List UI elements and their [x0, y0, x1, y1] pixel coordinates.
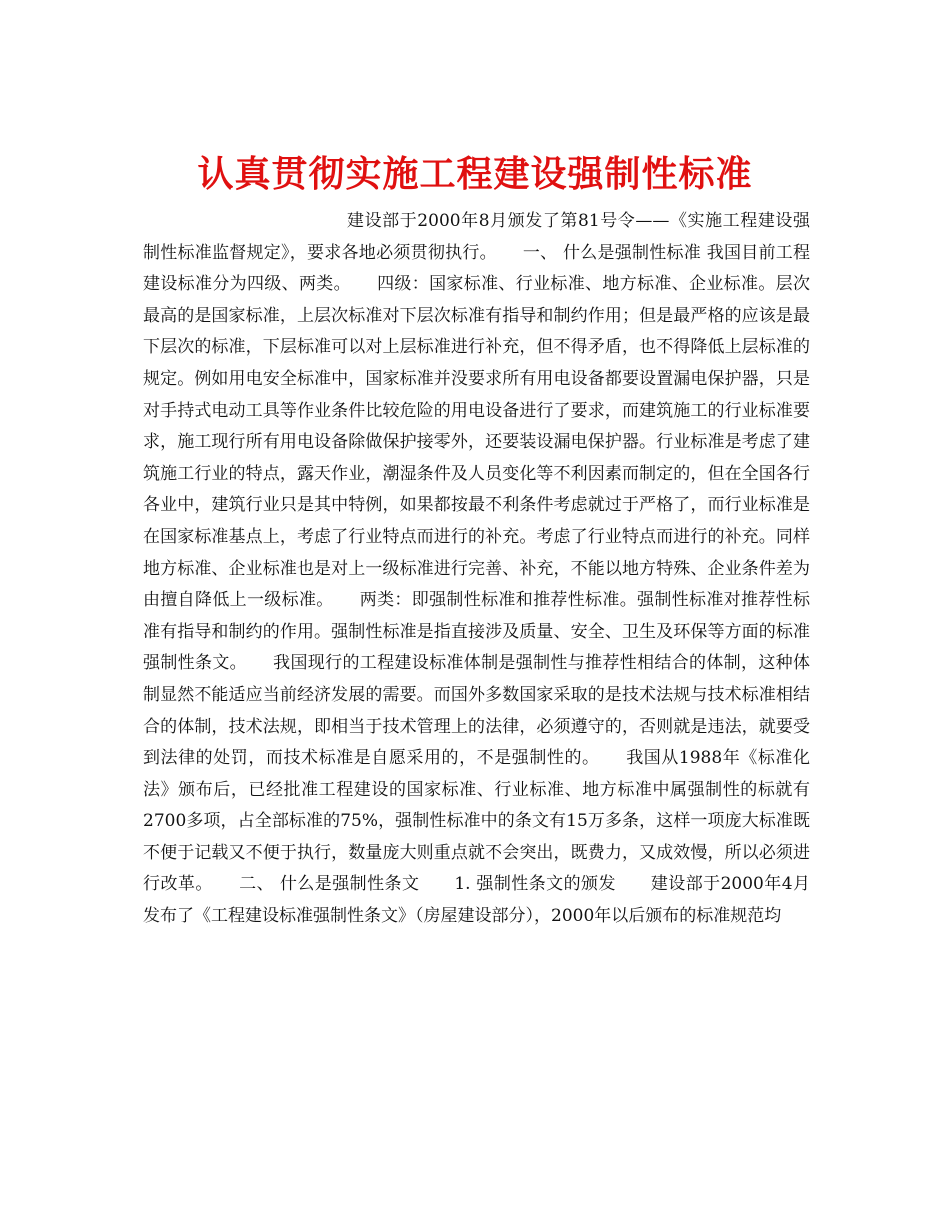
document-title: 认真贯彻实施工程建设强制性标准: [197, 153, 753, 196]
document-body-text: 建设部于2000年8月颁发了第81号令——《实施工程建设强制性标准监督规定》，要求各地必须贯彻执行。 一、 什么是强制性标准 我国目前工程建设标准分为四级、两类。 四级：国家标准、行业标准、地方标准、企业标准。层次最高的是国家标准，上层次标准对下层次标准有指导和制约作用；但是最严格的应该是最下层次的标准，下层标准可以对上层标准进行补充，但不得矛盾，也不得降低上层标准的规定。例如用电安全标准中，国家标准并没要求所有用电设备都要设置漏电保护器，只是对手持式电动工具等作业条件比较危险的用电设备进行了要求，而建筑施工的行业标准要求，施工现行所有用电设备除做保护接零外，还要装设漏电保护器。行业标准是考虑了建筑施工行业的特点，露天作业，潮湿条件及人员变化等不利因素而制定的，但在全国各行各业中，建筑行业只是其中特例，如果都按最不利条件考虑就过于严格了，而行业标准是在国家标准基点上，考虑了行业特点而进行的补充。考虑了行业特点而进行的补充。同样地方标准、企业标准也是对上一级标准进行完善、补充，不能以地方特殊、企业条件差为由擅自降低上一级标准。 两类：即强制性标准和推荐性标准。强制性标准对推荐性标准有指导和制约的作用。强制性标准是指直接涉及质量、安全、卫生及环保等方面的标准强制性条文。 我国现行的工程建设标准体制是强制性与推荐性相结合的体制，这种体制显然不能适应当前经济发展的需要。而国外多数国家采取的是技术法规与技术标准相结合的体制，技术法规，即相当于技术管理上的法律，必须遵守的，否则就是违法，就要受到法律的处罚，而技术标准是自愿采用的，不是强制性的。 我国从1988年《标准化法》颁布后，已经批准工程建设的国家标准、行业标准、地方标准中属强制性的标就有2700多项，占全部标准的75%，强制性标准中的条文有15万多条，这样一项庞大标准既不便于记载又不便于执行，数量庞大则重点就不会突出，既费力，又成效慢，所以必须进行改革。 二、 什么是强制性条文 1. 强制性条文的颁发 建设部于2000年4月发布了《工程建设标准强制性条文》（房屋建设部分），2000年以后颁布的标准规范均: [143, 211, 810, 927]
